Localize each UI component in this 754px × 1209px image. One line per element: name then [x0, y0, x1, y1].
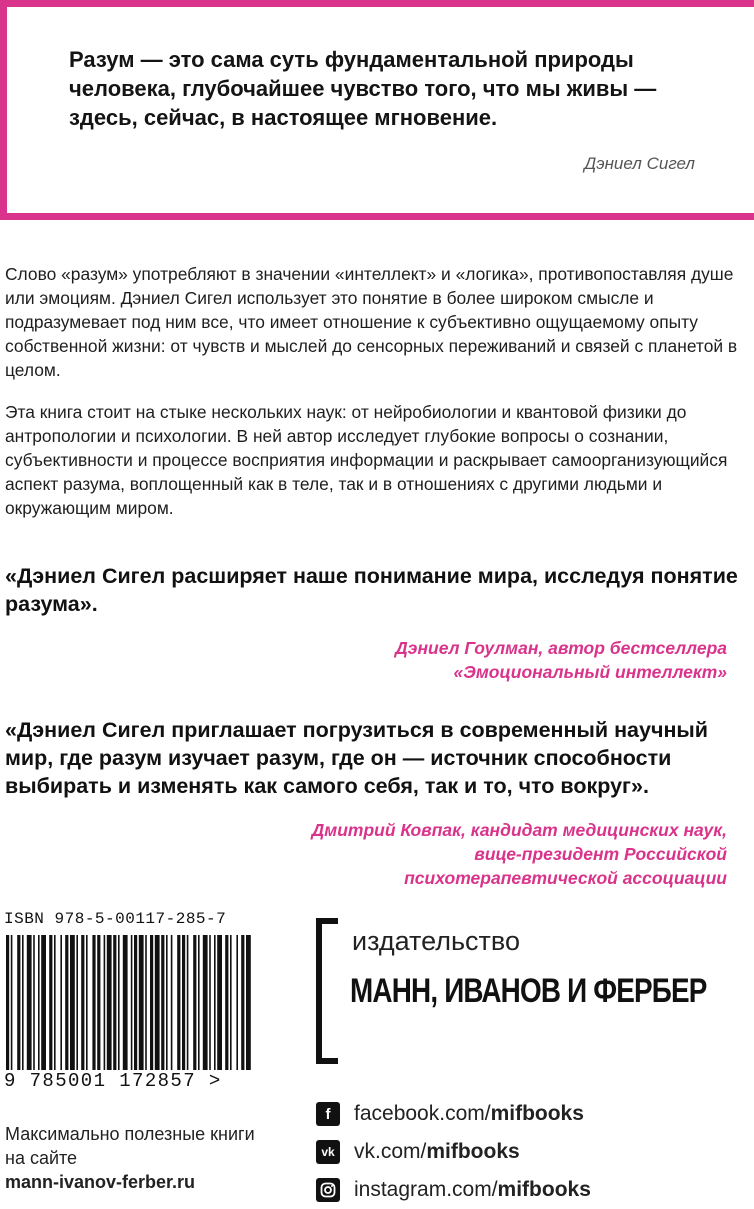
site-note-text: Максимально полезные книги на сайте [5, 1124, 255, 1168]
social-link-facebook[interactable] [316, 1095, 751, 1133]
epigraph-author: Дэниел Сигел [584, 154, 695, 173]
social-prefix: instagram.com/ [354, 1178, 498, 1201]
social-link-instagram[interactable] [316, 1171, 751, 1209]
social-links [316, 1095, 751, 1209]
social-prefix: vk.com/ [354, 1140, 427, 1163]
description-paragraph-1: Слово «разум» употребляют в значении «интеллект» и «логика», противопоставляя душе или эмоциям. Дэниел Сигел использует это понятие в более широком смысле и подразумевает под ним все, что имеет отношение к субъективно ощущаемому опыту собственной жизни: от чувств и мыслей до сенсорных переживаний и связей с планетой в целом. [5, 264, 738, 380]
social-handle: mifbooks [490, 1102, 584, 1125]
publisher-logo [316, 918, 751, 1068]
review-author-line: «Эмоциональный интеллект» [453, 662, 727, 682]
review-author-line: Дмитрий Ковпак, кандидат медицинских наук, [311, 820, 727, 840]
social-link-vk[interactable] [316, 1133, 751, 1171]
vk-icon: vk [316, 1140, 340, 1164]
site-note [5, 1122, 265, 1194]
social-handle: mifbooks [426, 1140, 520, 1163]
review-author [5, 636, 749, 684]
description-paragraph-2: Эта книга стоит на стыке нескольких наук: от нейробиологии и квантовой физики до антропологии и психологии. В ней автор исследует глубокие вопросы о сознании, субъективности и процессе восприятия информации и раскрывает самоорганизующийся аспект разума, воплощенный как в теле, так и в отношениях с другими людьми и окружающим миром. [5, 402, 728, 518]
barcode-image [4, 935, 252, 1070]
publisher-name: МАНН, ИВАНОВ И ФЕРБЕР [350, 972, 707, 1010]
social-handle: mifbooks [497, 1178, 591, 1201]
review-2 [5, 716, 749, 890]
instagram-icon [316, 1178, 340, 1202]
barcode-digits: 9 785001 172857 > [4, 1070, 222, 1092]
epigraph-text: Разум — это сама суть фундаментальной природы человека, глубочайшее чувство того, что мы живы — здесь, сейчас, в настоящее мгновение. [69, 47, 657, 130]
review-text: «Дэниел Сигел приглашает погрузиться в современный научный мир, где разум изучает разум, где он — источник способности выбирать и изменять как самого себя, так и то, что вокруг». [5, 718, 709, 798]
review-1 [5, 562, 749, 684]
review-author-line: вице-президент Российской [474, 844, 727, 864]
isbn-label: ISBN 978-5-00117-285-7 [4, 910, 227, 928]
review-text: «Дэниел Сигел расширяет наше понимание мира, исследуя понятие разума». [5, 564, 738, 616]
site-link[interactable]: mann-ivanov-ferber.ru [5, 1172, 196, 1192]
epigraph-box [0, 0, 754, 220]
facebook-icon: f [316, 1102, 340, 1126]
review-author-line: психотерапевтической ассоциации [404, 868, 727, 888]
review-author [5, 818, 749, 890]
review-author-line: Дэниел Гоулман, автор бестселлера [395, 638, 727, 658]
social-prefix: facebook.com/ [354, 1102, 491, 1125]
description-2 [5, 400, 749, 520]
bracket-icon [316, 918, 338, 1064]
description [5, 262, 749, 382]
publisher-kind: издательство [352, 926, 520, 956]
